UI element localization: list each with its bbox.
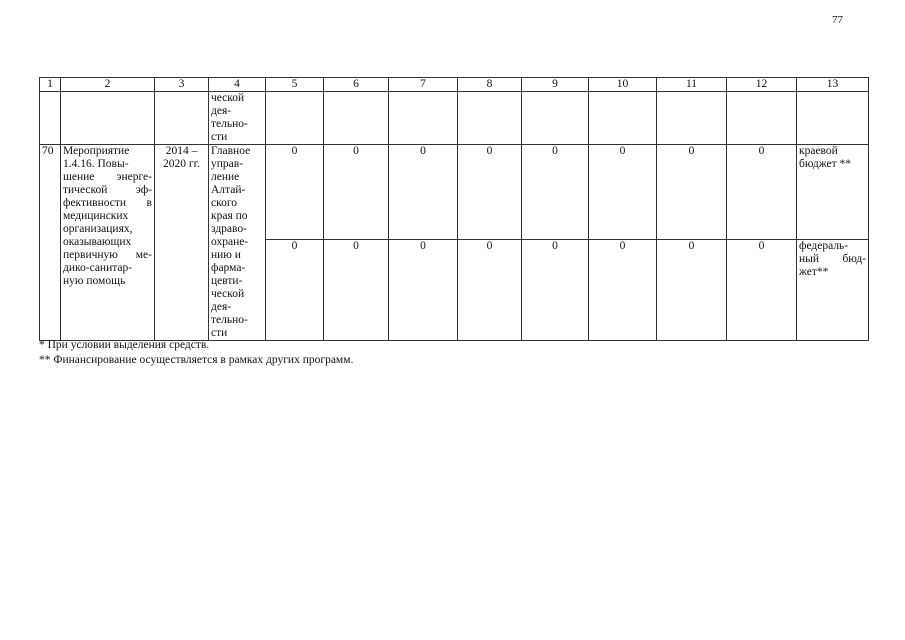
text-line: федераль-	[799, 240, 849, 253]
text-line: ского	[211, 197, 238, 209]
text-line: дея-	[211, 105, 232, 117]
table-cell	[266, 92, 324, 145]
column-number: 13	[797, 78, 869, 92]
row-number-cell: 70	[40, 145, 61, 341]
table-cell	[389, 92, 458, 145]
activity-title-cell	[61, 145, 155, 341]
text-line: тельно-	[211, 118, 248, 130]
footnotes	[39, 338, 353, 368]
text-line: бюджет **	[799, 158, 852, 170]
text-line: 2014 –	[165, 145, 198, 157]
period-cell	[155, 145, 209, 341]
funding-source-cell	[797, 240, 869, 341]
text-line: дико-санитар-	[63, 262, 133, 274]
table-cell	[40, 92, 61, 145]
amount-cell: 0	[589, 145, 657, 240]
footnote: ** Финансирование осуществляется в рамках других программ.	[39, 354, 354, 366]
column-number: 3	[155, 78, 209, 92]
column-number-row	[40, 78, 869, 92]
table-cell	[657, 92, 727, 145]
text-line: оказывающих	[63, 236, 132, 248]
text-line: Алтай-	[211, 184, 246, 196]
activity-row-regional	[40, 145, 869, 240]
column-number: 5	[266, 78, 324, 92]
text-line: ный бюд-	[799, 253, 866, 266]
amount-cell: 0	[389, 145, 458, 240]
amount-cell: 0	[458, 145, 522, 240]
table-cell	[522, 92, 589, 145]
text-line: краевой	[799, 145, 838, 157]
amount-cell: 0	[657, 145, 727, 240]
program-activities-table	[39, 77, 869, 341]
text-line: тической эф-	[63, 184, 152, 196]
column-number: 8	[458, 78, 522, 92]
column-number: 1	[40, 78, 61, 92]
table-cell	[727, 92, 797, 145]
amount-cell: 0	[589, 240, 657, 341]
amount-cell: 0	[727, 145, 797, 240]
table-cell	[589, 92, 657, 145]
text-line: ческой	[211, 92, 245, 104]
column-number: 12	[727, 78, 797, 92]
text-line: ную помощь	[63, 275, 126, 287]
page-number: 77	[832, 14, 843, 26]
column-number: 2	[61, 78, 155, 92]
column-number: 6	[324, 78, 389, 92]
text-line: шение энерге-	[63, 171, 152, 183]
table-cell	[458, 92, 522, 145]
text-line: ление	[211, 171, 240, 183]
column-number: 7	[389, 78, 458, 92]
text-line: нию и	[211, 249, 241, 261]
text-line: первичную ме-	[63, 249, 152, 261]
text-line: дея-	[211, 301, 232, 313]
text-line: края по	[211, 210, 248, 222]
executor-cell	[209, 145, 266, 341]
text-line: цевти-	[211, 275, 243, 287]
column-number: 9	[522, 78, 589, 92]
amount-cell: 0	[727, 240, 797, 341]
amount-cell: 0	[266, 240, 324, 341]
text-line: фарма-	[211, 262, 246, 274]
text-line: Мероприятие	[63, 145, 130, 157]
text-line: охране-	[211, 236, 249, 248]
amount-cell: 0	[522, 145, 589, 240]
text-line: сти	[211, 327, 228, 339]
amount-cell: 0	[266, 145, 324, 240]
amount-cell: 0	[657, 240, 727, 341]
continuation-row	[40, 92, 869, 145]
text-line: 1.4.16. Повы-	[63, 158, 129, 170]
table-cell	[797, 92, 869, 145]
text-line: жет**	[799, 266, 829, 279]
amount-cell: 0	[324, 240, 389, 341]
amount-cell: 0	[389, 240, 458, 341]
text-line: 2020 гг.	[163, 158, 200, 170]
column-number: 10	[589, 78, 657, 92]
column-number: 4	[209, 78, 266, 92]
text-line: фективности в	[63, 197, 152, 209]
amount-cell: 0	[458, 240, 522, 341]
amount-cell: 0	[522, 240, 589, 341]
amount-cell: 0	[324, 145, 389, 240]
text-line: управ-	[211, 158, 244, 170]
table-cell	[61, 92, 155, 145]
table-cell	[155, 92, 209, 145]
column-number: 11	[657, 78, 727, 92]
text-line: ческой	[211, 288, 245, 300]
executor-continuation-cell	[209, 92, 266, 145]
table-cell	[324, 92, 389, 145]
text-line: тельно-	[211, 314, 248, 326]
text-line: медицинских	[63, 210, 129, 222]
text-line: здраво-	[211, 223, 247, 235]
text-line: организациях,	[63, 223, 133, 235]
funding-source-cell	[797, 145, 869, 240]
footnote: * При условии выделения средств.	[39, 339, 210, 351]
text-line: Главное	[211, 145, 251, 157]
text-line: сти	[211, 131, 228, 143]
